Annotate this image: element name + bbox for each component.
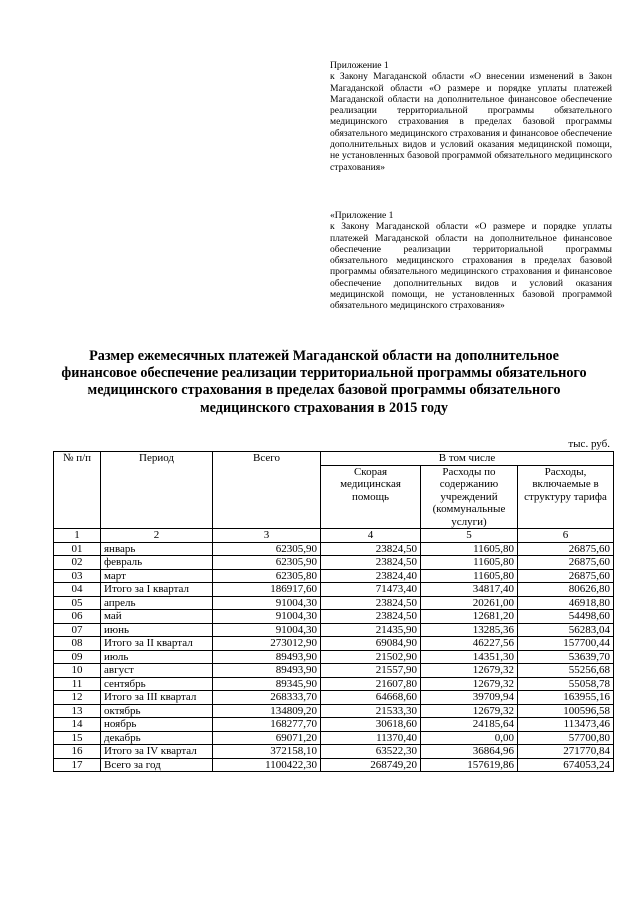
row-tariff: 56283,04 (518, 623, 614, 637)
units-label: тыс. руб. (568, 438, 610, 450)
row-total: 91004,30 (213, 623, 321, 637)
row-total: 62305,90 (213, 556, 321, 570)
row-period: Итого за II квартал (101, 637, 213, 651)
row-number: 06 (54, 610, 101, 624)
column-number: 5 (421, 529, 518, 543)
column-number: 4 (321, 529, 421, 543)
row-total: 186917,60 (213, 583, 321, 597)
appendix-note-original (330, 210, 612, 312)
row-number: 02 (54, 556, 101, 570)
header-maintenance: Расходы по содержанию учреждений (коммунальные услуги) (421, 465, 518, 529)
row-number: 07 (54, 623, 101, 637)
row-maintenance: 0,00 (421, 731, 518, 745)
header-period: Период (101, 452, 213, 529)
row-period: Итого за IV квартал (101, 745, 213, 759)
table-row (54, 542, 614, 556)
row-tariff: 54498,60 (518, 610, 614, 624)
table-row (54, 610, 614, 624)
row-total: 62305,80 (213, 569, 321, 583)
row-period: январь (101, 542, 213, 556)
row-maintenance: 14351,30 (421, 650, 518, 664)
row-maintenance: 34817,40 (421, 583, 518, 597)
row-period: октябрь (101, 704, 213, 718)
row-total: 268333,70 (213, 691, 321, 705)
row-maintenance: 11605,80 (421, 556, 518, 570)
row-maintenance: 12679,32 (421, 664, 518, 678)
row-total: 273012,90 (213, 637, 321, 651)
row-number: 14 (54, 718, 101, 732)
row-tariff: 157700,44 (518, 637, 614, 651)
column-number: 3 (213, 529, 321, 543)
row-number: 10 (54, 664, 101, 678)
row-maintenance: 12679,32 (421, 704, 518, 718)
row-period: сентябрь (101, 677, 213, 691)
row-tariff: 26875,60 (518, 569, 614, 583)
row-total: 89493,90 (213, 664, 321, 678)
appendix-text: к Закону Магаданской области «О внесении изменений в Закон Магаданской области «О размере и порядке уплаты платежей Магаданской области на дополнительное финансовое обеспечение реализации территориальной программы обязательного медицинского страхования в пределах базовой программы обязательного медицинского страхования и финансовое обеспечение дополнительных видов и условий оказания медицинской помощи, не установленных базовой программой обязательного медицинского страхования» (330, 71, 612, 173)
row-tariff: 26875,60 (518, 542, 614, 556)
row-ambulance: 23824,50 (321, 610, 421, 624)
row-number: 13 (54, 704, 101, 718)
row-tariff: 113473,46 (518, 718, 614, 732)
row-ambulance: 23824,50 (321, 596, 421, 610)
appendix-heading: «Приложение 1 (330, 210, 394, 221)
appendix-text: к Закону Магаданской области «О размере и порядке уплаты платежей Магаданской области на дополнительное финансовое обеспечение реализации территориальной программы обязательного медицинского страхования в пределах базовой программы обязательного медицинского страхования и финансовое обеспечение дополнительных видов и условий оказания медицинской помощи, не установленных базовой программой обязательного медицинского страхования» (330, 221, 612, 312)
row-period: Итого за III квартал (101, 691, 213, 705)
row-period: февраль (101, 556, 213, 570)
row-number: 11 (54, 677, 101, 691)
table-row (54, 718, 614, 732)
row-number: 01 (54, 542, 101, 556)
payments-table (53, 451, 614, 772)
row-period: май (101, 610, 213, 624)
row-total: 62305,90 (213, 542, 321, 556)
row-period: август (101, 664, 213, 678)
row-total: 89345,90 (213, 677, 321, 691)
row-maintenance: 46227,56 (421, 637, 518, 651)
row-maintenance: 11605,80 (421, 542, 518, 556)
row-total: 91004,30 (213, 596, 321, 610)
row-number: 05 (54, 596, 101, 610)
column-number: 2 (101, 529, 213, 543)
row-ambulance: 23824,50 (321, 542, 421, 556)
row-ambulance: 23824,50 (321, 556, 421, 570)
row-number: 09 (54, 650, 101, 664)
row-total: 69071,20 (213, 731, 321, 745)
table-row (54, 704, 614, 718)
row-period: ноябрь (101, 718, 213, 732)
row-number: 08 (54, 637, 101, 651)
row-number: 17 (54, 758, 101, 772)
row-tariff: 100596,58 (518, 704, 614, 718)
row-tariff: 55256,68 (518, 664, 614, 678)
row-maintenance: 39709,94 (421, 691, 518, 705)
row-maintenance: 12681,20 (421, 610, 518, 624)
row-ambulance: 11370,40 (321, 731, 421, 745)
row-total: 134809,20 (213, 704, 321, 718)
row-number: 03 (54, 569, 101, 583)
row-tariff: 271770,84 (518, 745, 614, 759)
row-period: Итого за I квартал (101, 583, 213, 597)
row-period: апрель (101, 596, 213, 610)
table-row (54, 556, 614, 570)
row-total: 1100422,30 (213, 758, 321, 772)
table-row (54, 691, 614, 705)
table-row (54, 569, 614, 583)
header-ambulance: Скорая медицинская помощь (321, 465, 421, 529)
row-total: 89493,90 (213, 650, 321, 664)
row-number: 16 (54, 745, 101, 759)
row-number: 12 (54, 691, 101, 705)
row-maintenance: 20261,00 (421, 596, 518, 610)
row-total: 91004,30 (213, 610, 321, 624)
header-row (54, 452, 614, 466)
row-ambulance: 21533,30 (321, 704, 421, 718)
table-row (54, 745, 614, 759)
row-ambulance: 64668,60 (321, 691, 421, 705)
row-period: июль (101, 650, 213, 664)
table-row (54, 637, 614, 651)
row-maintenance: 157619,86 (421, 758, 518, 772)
row-maintenance: 13285,36 (421, 623, 518, 637)
row-ambulance: 21557,90 (321, 664, 421, 678)
row-number: 04 (54, 583, 101, 597)
row-ambulance: 71473,40 (321, 583, 421, 597)
row-total: 168277,70 (213, 718, 321, 732)
table-row (54, 664, 614, 678)
row-period: июнь (101, 623, 213, 637)
row-maintenance: 12679,32 (421, 677, 518, 691)
column-number: 6 (518, 529, 614, 543)
row-maintenance: 24185,64 (421, 718, 518, 732)
row-tariff: 163955,16 (518, 691, 614, 705)
row-ambulance: 69084,90 (321, 637, 421, 651)
header-including: В том числе (321, 452, 614, 466)
row-ambulance: 30618,60 (321, 718, 421, 732)
row-tariff: 80626,80 (518, 583, 614, 597)
row-ambulance: 63522,30 (321, 745, 421, 759)
table-row (54, 583, 614, 597)
row-period: декабрь (101, 731, 213, 745)
appendix-heading: Приложение 1 (330, 60, 389, 71)
row-tariff: 674053,24 (518, 758, 614, 772)
column-number-row (54, 529, 614, 543)
table-row (54, 650, 614, 664)
row-number: 15 (54, 731, 101, 745)
row-tariff: 53639,70 (518, 650, 614, 664)
row-ambulance: 23824,40 (321, 569, 421, 583)
header-total: Всего (213, 452, 321, 529)
row-total: 372158,10 (213, 745, 321, 759)
row-ambulance: 21502,90 (321, 650, 421, 664)
table-row (54, 758, 614, 772)
row-tariff: 46918,80 (518, 596, 614, 610)
row-maintenance: 11605,80 (421, 569, 518, 583)
header-num: № п/п (54, 452, 101, 529)
row-tariff: 26875,60 (518, 556, 614, 570)
row-tariff: 57700,80 (518, 731, 614, 745)
row-ambulance: 21435,90 (321, 623, 421, 637)
table-row (54, 596, 614, 610)
table-row (54, 731, 614, 745)
row-period: Всего за год (101, 758, 213, 772)
row-period: март (101, 569, 213, 583)
document-title: Размер ежемесячных платежей Магаданской области на дополнительное финансовое обеспечение реализации территориальной программы обязательного медицинского страхования в пределах базовой программы обязательного медицинского страхования в 2015 году (61, 348, 587, 416)
row-ambulance: 268749,20 (321, 758, 421, 772)
row-ambulance: 21607,80 (321, 677, 421, 691)
row-tariff: 55058,78 (518, 677, 614, 691)
appendix-note-amending (330, 60, 612, 173)
header-tariff: Расходы, включаемые в структуру тарифа (518, 465, 614, 529)
table-row (54, 623, 614, 637)
table-row (54, 677, 614, 691)
column-number: 1 (54, 529, 101, 543)
row-maintenance: 36864,96 (421, 745, 518, 759)
